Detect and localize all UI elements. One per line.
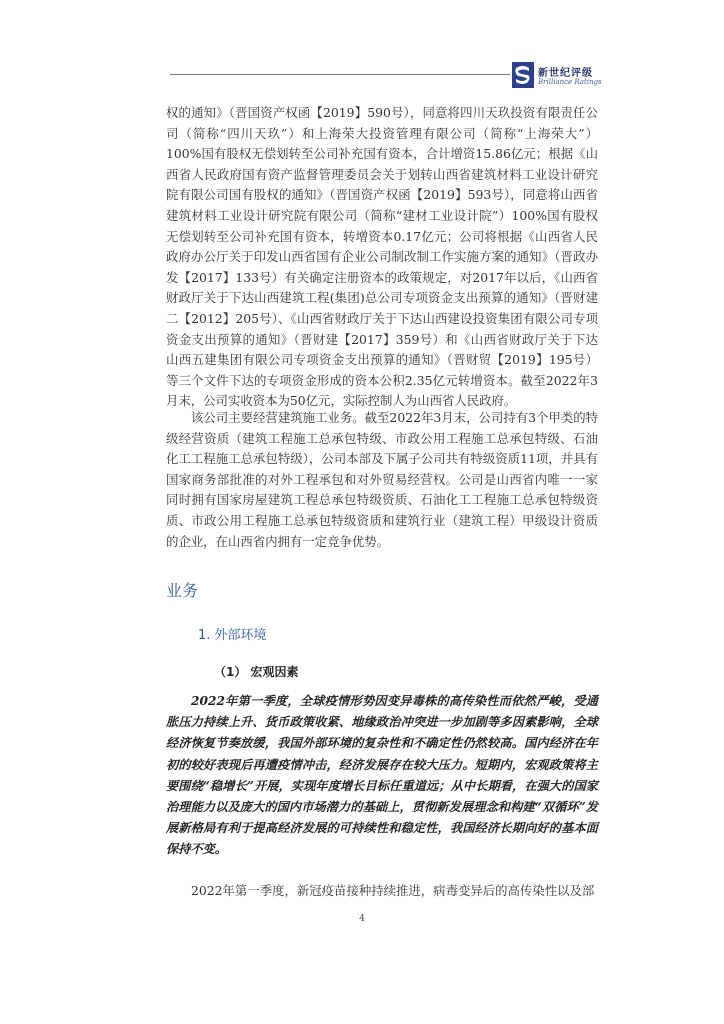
- page-number: 4: [359, 914, 365, 924]
- section-title-business: 业务: [166, 581, 199, 600]
- paragraph-macro-detail: 2022年第一季度，新冠疫苗接种持续推进，病毒变异后的高传染性以及部: [191, 883, 595, 898]
- brand-name: 新世纪评级: [538, 68, 593, 79]
- brand-english: Brilliance Ratings: [538, 78, 602, 86]
- brand-logo-icon: [512, 62, 534, 88]
- subsection-external-environment: 1. 外部环境: [198, 628, 267, 643]
- paragraph-business-scope: 该公司主要经营建筑施工业务。截至2022年3月末，公司持有3个甲类的特级经营资质（建筑工程施工总承包特级、市政公用工程施工总承包特级、石油化工工程施工总承包特级），公司本部及下属子公司共有特级资质11项，并具有国家商务部批准的对外工程承包和对外贸易经营权。公司是山西省内唯一一家同时拥有国家房屋建筑工程总承包特级资质、石油化工工程施工总承包特级资质、市政公用工程施工总承包特级资质和建筑行业（建筑工程）甲级设计资质的企业，在山西省内拥有一定竞争优势。: [166, 410, 598, 549]
- brand-logo: [512, 62, 612, 92]
- subsection-macro-factors: （1） 宏观因素: [214, 665, 299, 679]
- header-rule: [170, 74, 510, 75]
- paragraph-macro-summary: 2022年第一季度，全球疫情形势因变异毒株的高传染性而依然严峻，受通胀压力持续上升、货币政策收紧、地缘政治冲突进一步加剧等多因素影响，全球经济恢复节奏放缓，我国外部环境的复杂性和不确定性仍然较高。国内经济在年初的较好表现后再遭疫情冲击，经济发展存在较大压力。短期内，宏观政策将主要围绕“稳增长”开展，实现年度增长目标任重道远；从中长期看，在强大的国家治理能力以及庞大的国内市场潜力的基础上，贯彻新发展理念和构建“双循环”发展新格局有利于提高经济发展的可持续性和稳定性，我国经济长期向好的基本面保持不变。: [166, 694, 598, 857]
- paragraph-capital-history: 权的通知》（晋国资产权函【2019】590号），同意将四川天玖投资有限责任公司（简称“四川天玖”）和上海荣大投资管理有限公司（简称“上海荣大”）100%国有股权无偿划转至公司补充国有资本，合计增资15.86亿元；根据《山西省人民政府国有资产监督管理委员会关于划转山西省建筑材料工业设计研究院有限公司国有股权的通知》（晋国资产权函【2019】593号），同意将山西省建筑材料工业设计研究院有限公司（简称“建材工业设计院”）100%国有股权无偿划转至公司补充国有资本，转增资本0.17亿元；公司将根据《山西省人民政府办公厅关于印发山西省国有企业公司制改制工作实施方案的通知》（晋政办发【2017】133号）有关确定注册资本的政策规定，对2017年以后，《山西省财政厅关于下达山西建筑工程(集团)总公司专项资金支出预算的通知》（晋财建二【2012】205号）、《山西省财政厅关于下达山西建设投资集团有限公司专项资金支出预算的通知》（晋财建【2017】359号）和《山西省财政厅关于下达山西五建集团有限公司专项资金支出预算的通知》（晋财贸【2019】195号）等三个文件下达的专项资金形成的资本公积2.35亿元转增资本。截至2022年3月末，公司实收资本为50亿元，实际控制人为山西省人民政府。: [166, 105, 598, 409]
